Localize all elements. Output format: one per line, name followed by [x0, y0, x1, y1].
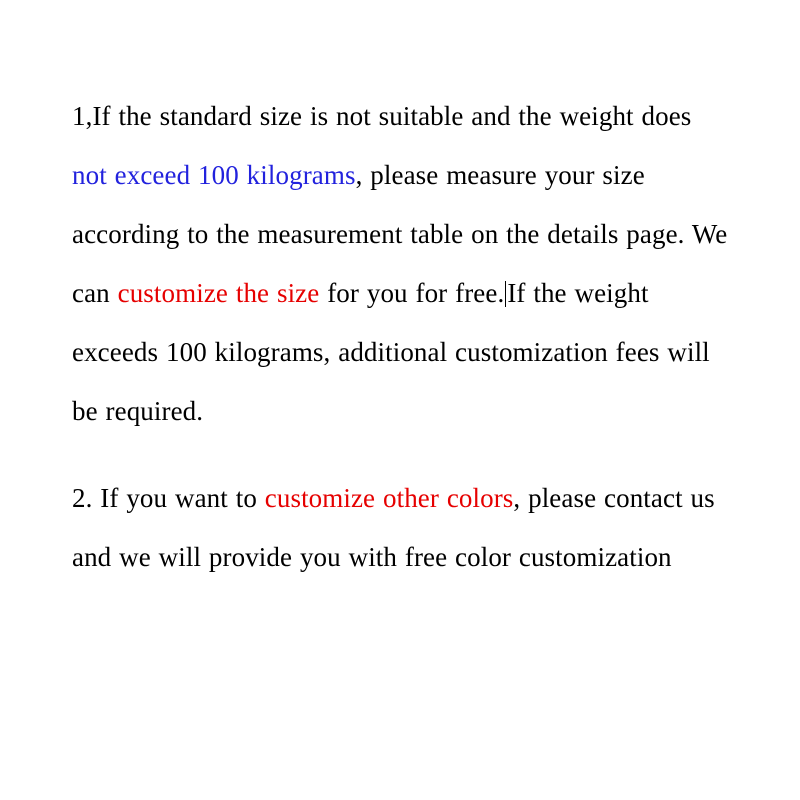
text-segment: If the weight exceeds 100 kilograms, additional customization fees will be required.: [72, 278, 710, 426]
text-segment-highlight-weight-limit: not exceed 100 kilograms: [72, 160, 356, 190]
text-segment: , please contact us and we will provide you with free color customization: [72, 483, 715, 572]
text-segment: 1,If the standard size is not suitable and the weight does: [72, 101, 692, 131]
paragraph-color-policy: [72, 469, 728, 587]
text-segment: for you for free.: [319, 278, 505, 308]
text-segment-highlight-customize-colors: customize other colors: [264, 483, 514, 513]
paragraph-sizing-policy: [72, 87, 728, 441]
text-segment-highlight-customize-size: customize the size: [117, 278, 320, 308]
text-segment: , please measure your size according to the measurement table on the details page. We can: [72, 160, 728, 308]
text-segment: 2. If you want to: [72, 483, 265, 513]
